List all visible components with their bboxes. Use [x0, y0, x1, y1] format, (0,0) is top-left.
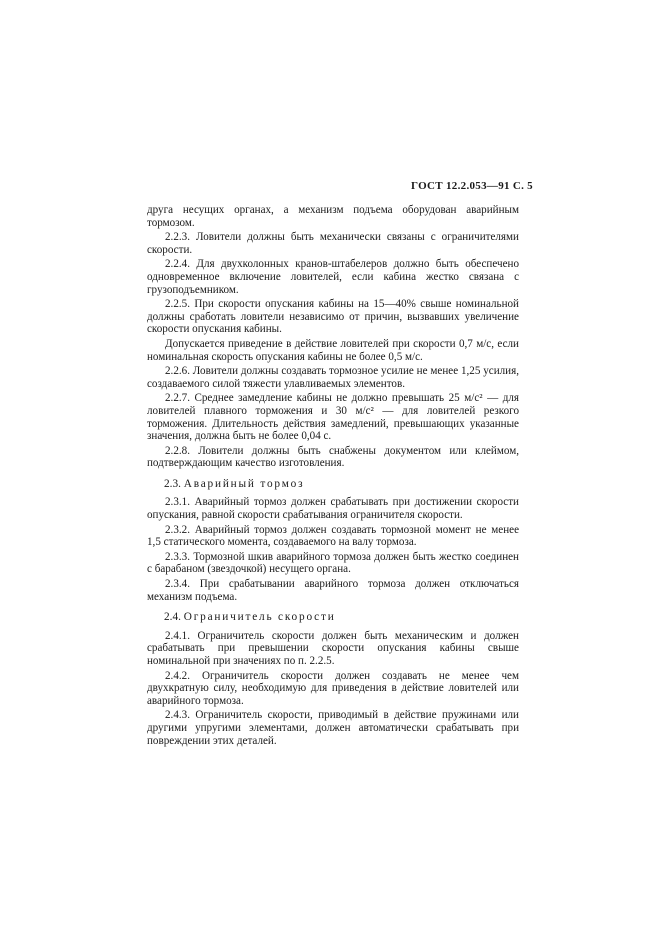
paragraph-2-2-4: 2.2.4. Для двухколонных кранов-штабелеров должно быть обеспечено одновременное включение ловителей, если кабина жестко связана с грузоподъемником.	[147, 258, 519, 296]
paragraph-2-2-3: 2.2.3. Ловители должны быть механически связаны с ограничителями скорости.	[147, 231, 519, 256]
section-title: Аварийный тормоз	[183, 477, 305, 490]
paragraph-2-3-4: 2.3.4. При срабатывании аварийного тормоза должен отключаться механизм подъема.	[147, 578, 519, 603]
paragraph-2-3-1: 2.3.1. Аварийный тормоз должен срабатывать при достижении скорости опускания, равной скорости срабатывания ограничителя скорости.	[147, 496, 519, 522]
paragraph-2-3-3: 2.3.3. Тормозной шкив аварийного тормоза должен быть жестко соединен с барабаном (звездочкой) несущего органа.	[147, 550, 519, 576]
document-body	[147, 204, 519, 749]
paragraph-2-2-7: 2.2.7. Среднее замедление кабины не должно превышать 25 м/с² — для ловителей плавного торможения и 30 м/с² — для ловителей резкого торможения. Длительность действия замедлений, превышающих указанные значения, должна быть не более 0,04 с.	[147, 392, 519, 443]
section-heading-2-3	[147, 478, 519, 491]
section-number: 2.3.	[164, 477, 181, 490]
section-title: Ограничитель скорости	[183, 611, 336, 624]
paragraph-2-4-2: 2.4.2. Ограничитель скорости должен создавать не менее чем двухкратную силу, необходимую для приведения в действие ловителей или аварийного тормоза.	[147, 669, 519, 707]
section-number: 2.4.	[164, 611, 181, 624]
paragraph-2-4-1: 2.4.1. Ограничитель скорости должен быть механическим и должен срабатывать при превышении скорости опускания кабины свыше номинальной при значениях по п. 2.2.5.	[147, 629, 519, 667]
paragraph-2-2-5: 2.2.5. При скорости опускания кабины на 15—40% свыше номинальной должны сработать ловители независимо от причин, вызвавших увеличение скорости опускания кабины.	[147, 298, 519, 336]
paragraph-2-4-3: 2.4.3. Ограничитель скорости, приводимый в действие пружинами или другими упругими элементами, должен автоматически срабатывать при повреждении этих деталей.	[147, 709, 519, 747]
paragraph-continuation: друга несущих органах, а механизм подъема оборудован аварийным тормозом.	[147, 204, 519, 229]
section-heading-2-4	[147, 611, 519, 624]
paragraph-2-3-2: 2.3.2. Аварийный тормоз должен создавать тормозной момент не менее 1,5 статического момента, создаваемого на валу тормоза.	[147, 523, 519, 549]
paragraph-2-2-8: 2.2.8. Ловители должны быть снабжены документом или клеймом, подтверждающим качество изготовления.	[147, 444, 519, 470]
paragraph-2-2-5-note: Допускается приведение в действие ловителей при скорости 0,7 м/с, если номинальная скорость опускания кабины не более 0,5 м/с.	[147, 337, 519, 363]
running-header: ГОСТ 12.2.053—91 С. 5	[411, 180, 533, 192]
paragraph-2-2-6: 2.2.6. Ловители должны создавать тормозное усилие не менее 1,25 усилия, создаваемого силой тяжести улавливаемых элементов.	[147, 365, 519, 390]
